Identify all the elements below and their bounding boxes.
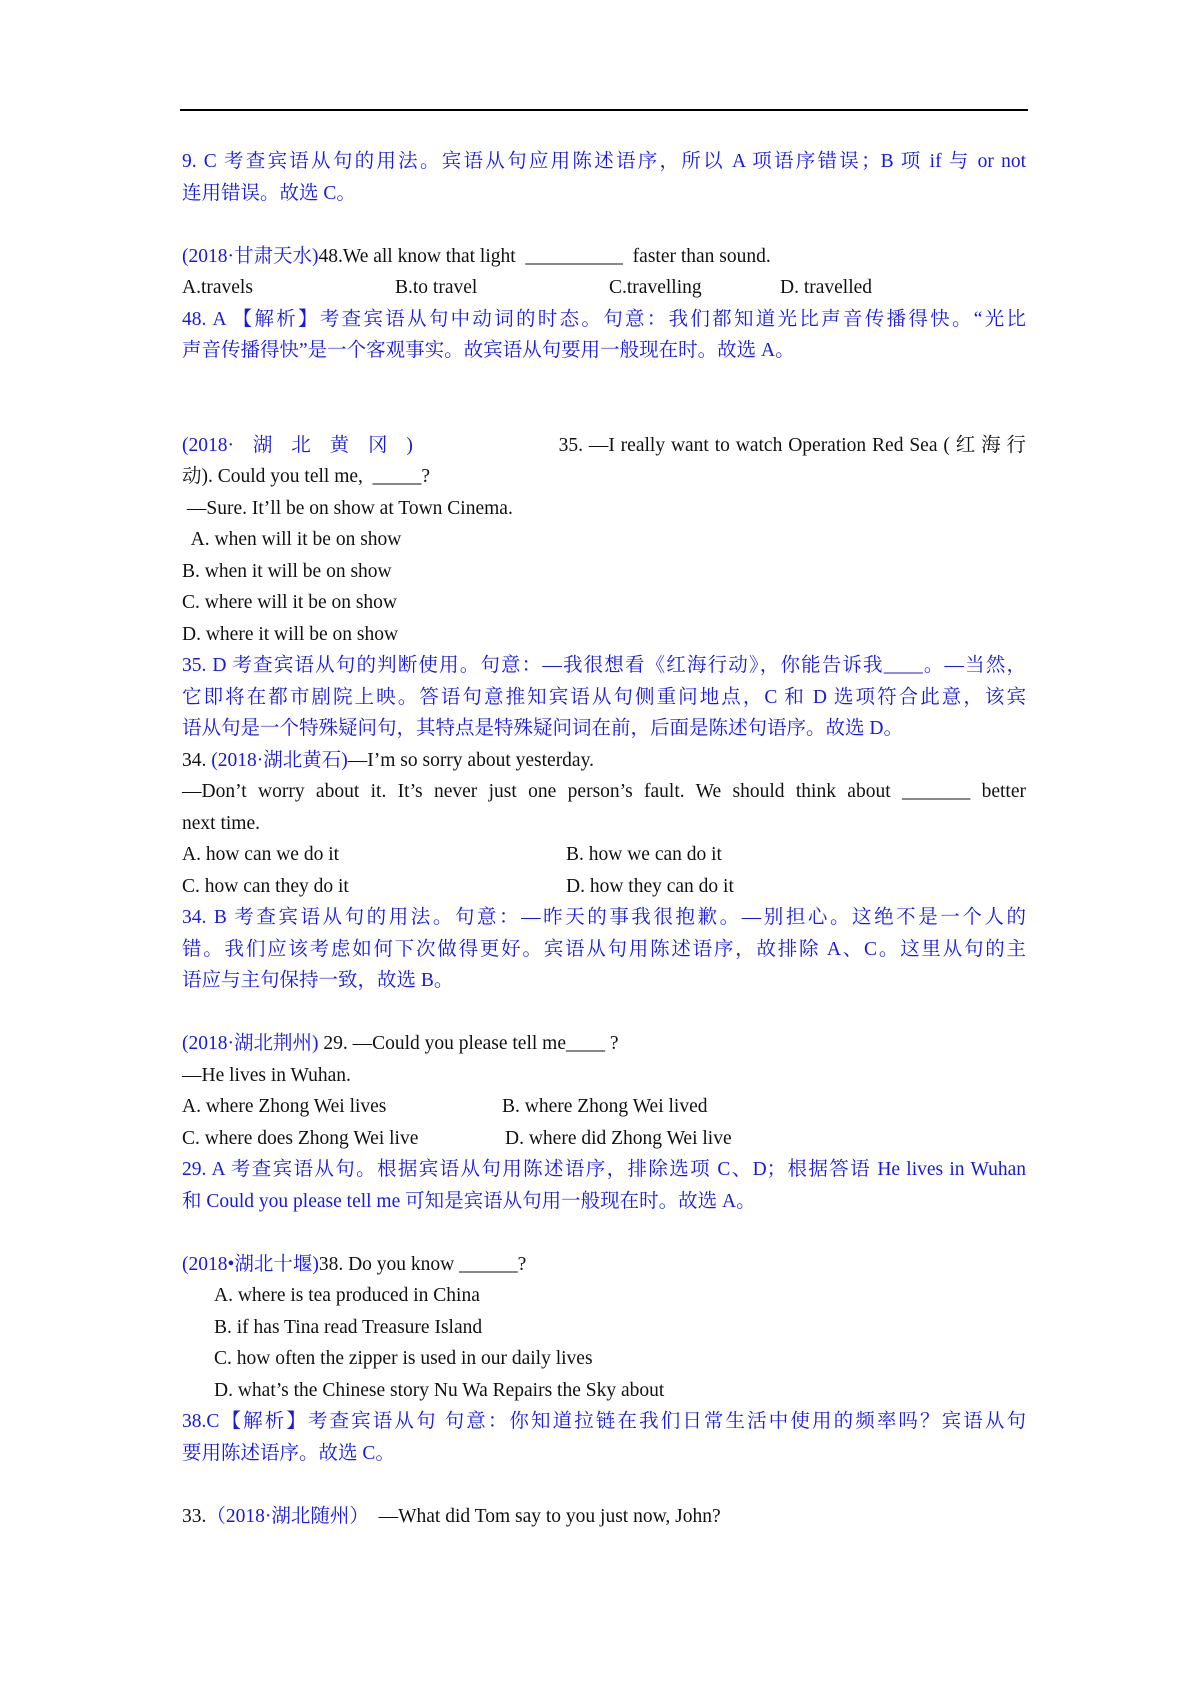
q48-source: (2018·甘肃天水) bbox=[182, 245, 319, 267]
q48-options bbox=[182, 272, 1026, 304]
q38-option-a: A. where is tea produced in China bbox=[214, 1285, 480, 1306]
q29-option-c: C. where does Zhong Wei live bbox=[182, 1127, 419, 1149]
q34-explanation-line-3: 语应与主句保持一致，故选 B。 bbox=[182, 970, 454, 991]
q35-option-b: B. when it will be on show bbox=[182, 560, 392, 582]
q29-option-a: A. where Zhong Wei lives bbox=[182, 1096, 387, 1117]
q29-reply: —He lives in Wuhan. bbox=[182, 1064, 351, 1086]
q38-option-c: C. how often the zipper is used in our daily lives bbox=[214, 1348, 593, 1369]
q35-reply: —Sure. It’ll be on show at Town Cinema. bbox=[182, 497, 513, 519]
q38-question: 38. Do you know ______? bbox=[318, 1253, 527, 1275]
q9-explanation-line-2: 连用错误。故选 C。 bbox=[182, 182, 356, 204]
q48-question: 48.We all know that light __________ faster than sound. bbox=[318, 245, 771, 267]
q48-stem bbox=[182, 241, 1026, 273]
q34-number: 34. bbox=[182, 749, 212, 771]
q33-stem bbox=[182, 1501, 1026, 1533]
q35-question-part-1: 35. —I really want to watch Operation Red Sea ( 红 海 行 bbox=[552, 434, 1026, 456]
q48-explanation-line-2: 声音传播得快”是一个客观事实。故宾语从句要用一般现在时。故选 A。 bbox=[182, 340, 795, 361]
q35-option-a: A. when will it be on show bbox=[182, 529, 402, 550]
q38-explanation-line-2: 要用陈述语序。故选 C。 bbox=[182, 1442, 395, 1464]
q34-option-d: D. how they can do it bbox=[566, 875, 734, 897]
q29-options-row-2 bbox=[182, 1123, 1026, 1155]
q29-question: 29. —Could you please tell me____ ? bbox=[318, 1033, 619, 1054]
q29-explanation-line-1: 29. A 考查宾语从句。根据宾语从句用陈述语序，排除选项 C、D；根据答语 He lives in Wuhan bbox=[182, 1159, 1026, 1180]
q34-option-b: B. how we can do it bbox=[566, 844, 722, 865]
q29-option-b: B. where Zhong Wei lived bbox=[502, 1096, 708, 1117]
q48-option-a: A.travels bbox=[182, 277, 253, 298]
q38-stem bbox=[182, 1249, 1026, 1281]
q38-option-d: D. what’s the Chinese story Nu Wa Repairs the Sky about bbox=[214, 1379, 665, 1401]
q35-option-d: D. where it will be on show bbox=[182, 623, 399, 645]
q9-explanation-line-1: 9. C 考查宾语从句的用法。宾语从句应用陈述语序，所以 A 项语序错误；B 项 if 与 or not bbox=[182, 151, 1026, 172]
q34-explanation-line-1: 34. B 考查宾语从句的用法。句意：—昨天的事我很抱歉。—别担心。这绝不是一个人的 bbox=[182, 907, 1026, 928]
q35-stem-line-2: 动). Could you tell me, _____? bbox=[182, 466, 431, 487]
q34-options-row-2 bbox=[182, 871, 1026, 903]
q34-stem bbox=[182, 745, 1026, 777]
q35-explanation-line-3: 语从句是一个特殊疑问句，其特点是特殊疑问词在前，后面是陈述句语序。故选 D。 bbox=[182, 718, 903, 739]
q38-option-b: B. if has Tina read Treasure Island bbox=[214, 1316, 483, 1338]
document-body bbox=[182, 146, 1026, 1532]
q29-stem bbox=[182, 1028, 1026, 1060]
q35-explanation-line-2: 它即将在都市剧院上映。答语句意推知宾语从句侧重问地点，C 和 D 选项符合此意，该宾 bbox=[182, 686, 1026, 708]
q48-option-c: C.travelling bbox=[609, 277, 702, 298]
q34-option-a: A. how can we do it bbox=[182, 844, 340, 865]
q34-explanation-line-2: 错。我们应该考虑如何下次做得更好。宾语从句用陈述语序，故排除 A、C。这里从句的主 bbox=[182, 938, 1026, 960]
q29-options-row-1 bbox=[182, 1091, 1026, 1123]
q34-reply-cont: next time. bbox=[182, 812, 260, 834]
q34-reply: —Don’t worry about it. It’s never just one person’s fault. We should think about _______ better bbox=[182, 781, 1026, 802]
q35-source: (2018· 湖 北 黄 冈 ) bbox=[182, 434, 413, 456]
q29-option-d: D. where did Zhong Wei live bbox=[505, 1127, 732, 1149]
q35-stem-line-1 bbox=[182, 430, 1026, 462]
q48-explanation-line-1: 48. A 【解析】考查宾语从句中动词的时态。句意：我们都知道光比声音传播得快。“光比 bbox=[182, 308, 1026, 330]
q38-explanation-line-1: 38.C【解析】考查宾语从句 句意：你知道拉链在我们日常生活中使用的频率吗？宾语从句 bbox=[182, 1411, 1026, 1432]
q34-source: (2018·湖北黄石) bbox=[211, 749, 348, 771]
q48-option-b: B.to travel bbox=[395, 277, 478, 298]
q34-options-row-1 bbox=[182, 839, 1026, 871]
q38-source: (2018•湖北十堰) bbox=[182, 1253, 319, 1275]
q34-question: —I’m so sorry about yesterday. bbox=[347, 749, 594, 771]
q33-number: 33. bbox=[182, 1505, 207, 1527]
header-rule bbox=[180, 109, 1028, 111]
q29-source: (2018·湖北荆州) bbox=[182, 1033, 319, 1054]
q34-option-c: C. how can they do it bbox=[182, 875, 349, 897]
q48-option-d: D. travelled bbox=[780, 277, 873, 298]
q33-source: （2018·湖北随州） bbox=[206, 1505, 369, 1527]
q35-explanation-line-1: 35. D 考查宾语从句的判断使用。句意：—我很想看《红海行动》，你能告诉我____。—当然， bbox=[182, 655, 1026, 676]
q35-option-c: C. where will it be on show bbox=[182, 592, 398, 613]
q29-explanation-line-2: 和 Could you please tell me 可知是宾语从句用一般现在时。故选 A。 bbox=[182, 1190, 756, 1212]
q33-question: —What did Tom say to you just now, John? bbox=[368, 1505, 721, 1527]
